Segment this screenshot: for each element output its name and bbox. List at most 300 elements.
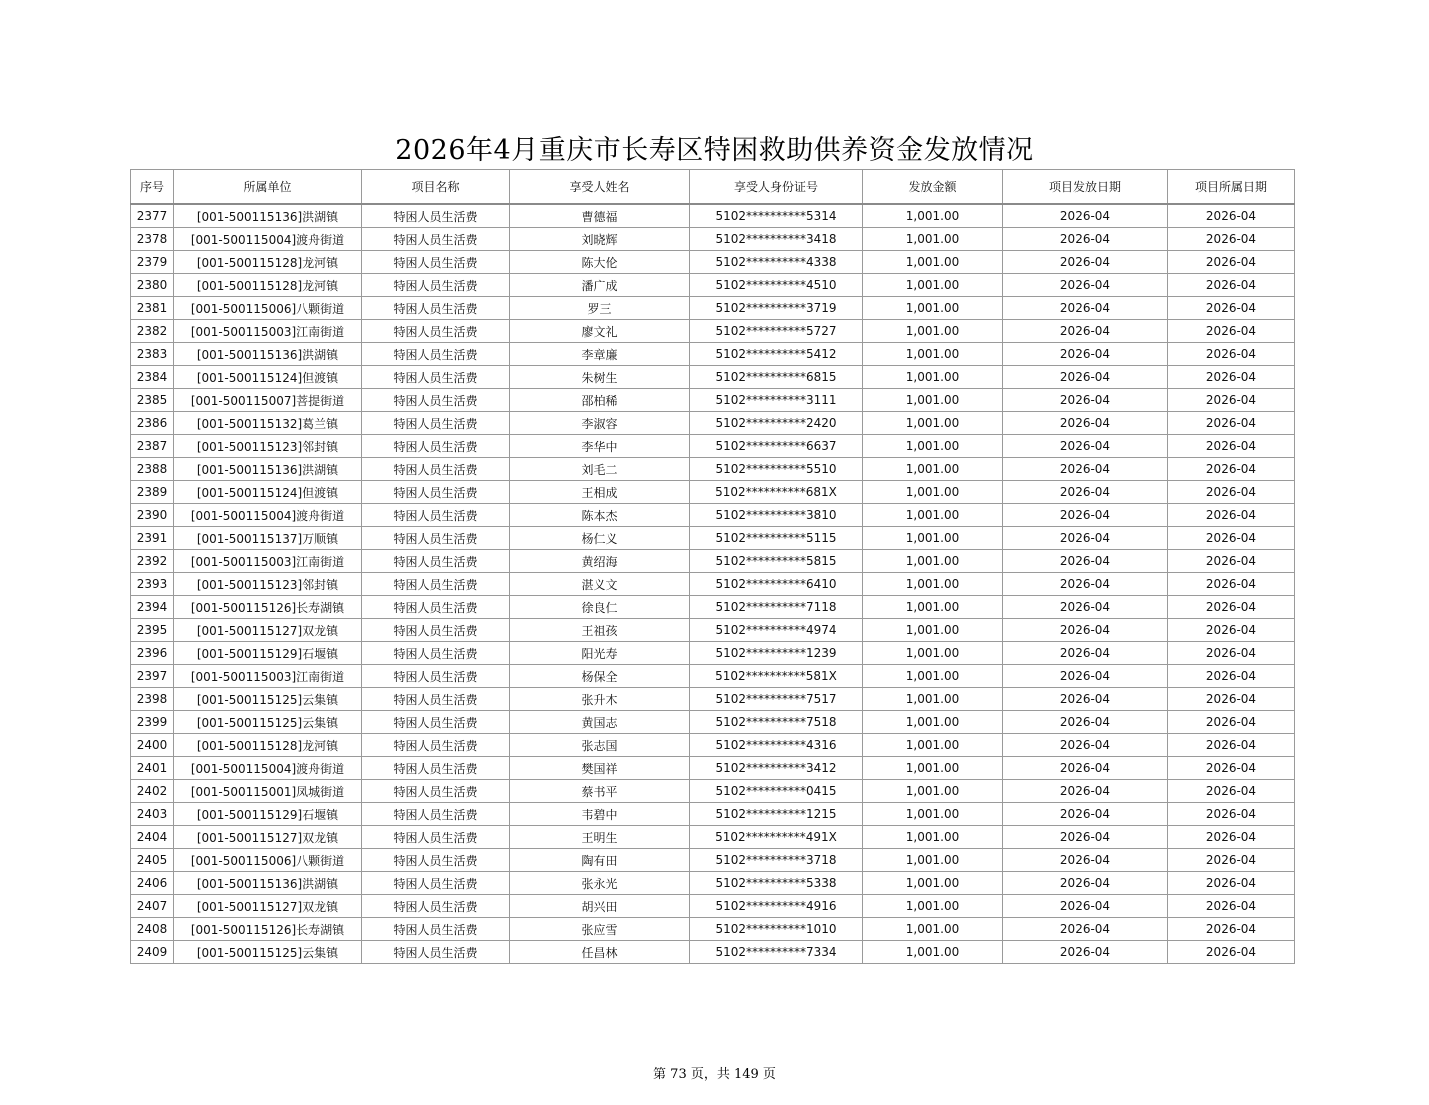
cell-index: 2380: [131, 274, 174, 297]
cell-id-number: 5102**********4974: [690, 619, 863, 642]
cell-amount: 1,001.00: [863, 734, 1003, 757]
cell-id-number: 5102**********5727: [690, 320, 863, 343]
cell-period: 2026-04: [1168, 619, 1295, 642]
table-row: [131, 872, 1295, 895]
cell-project: 特困人员生活费: [362, 228, 510, 251]
cell-period: 2026-04: [1168, 228, 1295, 251]
cell-amount: 1,001.00: [863, 550, 1003, 573]
cell-project: 特困人员生活费: [362, 412, 510, 435]
cell-issue-date: 2026-04: [1003, 573, 1168, 596]
cell-amount: 1,001.00: [863, 297, 1003, 320]
cell-issue-date: 2026-04: [1003, 872, 1168, 895]
cell-unit: [001-500115004]渡舟街道: [174, 504, 362, 527]
table-row: [131, 803, 1295, 826]
cell-id-number: 5102**********3719: [690, 297, 863, 320]
cell-amount: 1,001.00: [863, 918, 1003, 941]
cell-project: 特困人员生活费: [362, 665, 510, 688]
cell-amount: 1,001.00: [863, 527, 1003, 550]
cell-name: 湛义文: [510, 573, 690, 596]
cell-name: 胡兴田: [510, 895, 690, 918]
col-header-name: 享受人姓名: [510, 170, 690, 205]
cell-name: 黄国志: [510, 711, 690, 734]
cell-unit: [001-500115136]洪湖镇: [174, 872, 362, 895]
table-row: [131, 550, 1295, 573]
cell-name: 邵柏稀: [510, 389, 690, 412]
cell-index: 2403: [131, 803, 174, 826]
cell-id-number: 5102**********5815: [690, 550, 863, 573]
cell-index: 2400: [131, 734, 174, 757]
table-row: [131, 320, 1295, 343]
cell-unit: [001-500115006]八颗街道: [174, 849, 362, 872]
cell-id-number: 5102**********5338: [690, 872, 863, 895]
cell-name: 刘晓辉: [510, 228, 690, 251]
cell-issue-date: 2026-04: [1003, 803, 1168, 826]
cell-issue-date: 2026-04: [1003, 458, 1168, 481]
cell-id-number: 5102**********6815: [690, 366, 863, 389]
table-row: [131, 849, 1295, 872]
cell-index: 2389: [131, 481, 174, 504]
cell-period: 2026-04: [1168, 366, 1295, 389]
cell-amount: 1,001.00: [863, 366, 1003, 389]
cell-issue-date: 2026-04: [1003, 895, 1168, 918]
cell-name: 阳光寿: [510, 642, 690, 665]
cell-issue-date: 2026-04: [1003, 619, 1168, 642]
cell-issue-date: 2026-04: [1003, 918, 1168, 941]
cell-issue-date: 2026-04: [1003, 389, 1168, 412]
table-row: [131, 366, 1295, 389]
cell-project: 特困人员生活费: [362, 389, 510, 412]
cell-index: 2385: [131, 389, 174, 412]
cell-amount: 1,001.00: [863, 204, 1003, 228]
cell-period: 2026-04: [1168, 596, 1295, 619]
table-row: [131, 734, 1295, 757]
cell-index: 2402: [131, 780, 174, 803]
cell-name: 张永光: [510, 872, 690, 895]
cell-amount: 1,001.00: [863, 458, 1003, 481]
cell-amount: 1,001.00: [863, 320, 1003, 343]
cell-issue-date: 2026-04: [1003, 734, 1168, 757]
cell-project: 特困人员生活费: [362, 274, 510, 297]
cell-index: 2383: [131, 343, 174, 366]
cell-issue-date: 2026-04: [1003, 711, 1168, 734]
cell-index: 2384: [131, 366, 174, 389]
cell-unit: [001-500115132]葛兰镇: [174, 412, 362, 435]
cell-amount: 1,001.00: [863, 481, 1003, 504]
cell-issue-date: 2026-04: [1003, 251, 1168, 274]
cell-project: 特困人员生活费: [362, 297, 510, 320]
table-row: [131, 481, 1295, 504]
cell-period: 2026-04: [1168, 435, 1295, 458]
cell-period: 2026-04: [1168, 343, 1295, 366]
cell-amount: 1,001.00: [863, 343, 1003, 366]
data-table: [130, 169, 1295, 964]
cell-amount: 1,001.00: [863, 803, 1003, 826]
cell-project: 特困人员生活费: [362, 251, 510, 274]
cell-id-number: 5102**********4316: [690, 734, 863, 757]
cell-name: 陈本杰: [510, 504, 690, 527]
cell-period: 2026-04: [1168, 573, 1295, 596]
cell-unit: [001-500115124]但渡镇: [174, 481, 362, 504]
table-row: [131, 228, 1295, 251]
cell-issue-date: 2026-04: [1003, 596, 1168, 619]
cell-period: 2026-04: [1168, 320, 1295, 343]
cell-project: 特困人员生活费: [362, 481, 510, 504]
cell-index: 2382: [131, 320, 174, 343]
cell-issue-date: 2026-04: [1003, 204, 1168, 228]
cell-project: 特困人员生活费: [362, 711, 510, 734]
cell-unit: [001-500115137]万顺镇: [174, 527, 362, 550]
cell-id-number: 5102**********1010: [690, 918, 863, 941]
cell-project: 特困人员生活费: [362, 458, 510, 481]
cell-name: 朱树生: [510, 366, 690, 389]
cell-period: 2026-04: [1168, 941, 1295, 964]
cell-id-number: 5102**********2420: [690, 412, 863, 435]
cell-id-number: 5102**********581X: [690, 665, 863, 688]
cell-index: 2405: [131, 849, 174, 872]
cell-name: 陶有田: [510, 849, 690, 872]
table-row: [131, 412, 1295, 435]
cell-project: 特困人员生活费: [362, 504, 510, 527]
cell-project: 特困人员生活费: [362, 619, 510, 642]
cell-issue-date: 2026-04: [1003, 274, 1168, 297]
col-header-issue-date: 项目发放日期: [1003, 170, 1168, 205]
cell-period: 2026-04: [1168, 504, 1295, 527]
cell-unit: [001-500115128]龙河镇: [174, 251, 362, 274]
cell-unit: [001-500115004]渡舟街道: [174, 757, 362, 780]
col-header-period: 项目所属日期: [1168, 170, 1295, 205]
cell-unit: [001-500115129]石堰镇: [174, 803, 362, 826]
cell-amount: 1,001.00: [863, 757, 1003, 780]
cell-index: 2388: [131, 458, 174, 481]
cell-amount: 1,001.00: [863, 872, 1003, 895]
cell-project: 特困人员生活费: [362, 872, 510, 895]
cell-name: 樊国祥: [510, 757, 690, 780]
table-row: [131, 343, 1295, 366]
cell-amount: 1,001.00: [863, 596, 1003, 619]
cell-issue-date: 2026-04: [1003, 412, 1168, 435]
cell-project: 特困人员生活费: [362, 849, 510, 872]
cell-index: 2377: [131, 204, 174, 228]
cell-unit: [001-500115004]渡舟街道: [174, 228, 362, 251]
cell-period: 2026-04: [1168, 826, 1295, 849]
cell-period: 2026-04: [1168, 780, 1295, 803]
cell-amount: 1,001.00: [863, 665, 1003, 688]
col-header-id-number: 享受人身份证号: [690, 170, 863, 205]
cell-unit: [001-500115127]双龙镇: [174, 619, 362, 642]
cell-id-number: 5102**********6637: [690, 435, 863, 458]
cell-unit: [001-500115125]云集镇: [174, 941, 362, 964]
cell-name: 杨仁义: [510, 527, 690, 550]
cell-period: 2026-04: [1168, 274, 1295, 297]
cell-index: 2409: [131, 941, 174, 964]
cell-id-number: 5102**********3418: [690, 228, 863, 251]
cell-index: 2394: [131, 596, 174, 619]
cell-project: 特困人员生活费: [362, 780, 510, 803]
cell-project: 特困人员生活费: [362, 550, 510, 573]
cell-name: 罗三: [510, 297, 690, 320]
cell-unit: [001-500115003]江南街道: [174, 665, 362, 688]
table-row: [131, 274, 1295, 297]
cell-unit: [001-500115127]双龙镇: [174, 826, 362, 849]
cell-index: 2408: [131, 918, 174, 941]
table-row: [131, 918, 1295, 941]
cell-unit: [001-500115136]洪湖镇: [174, 343, 362, 366]
cell-index: 2378: [131, 228, 174, 251]
table-row: [131, 780, 1295, 803]
cell-period: 2026-04: [1168, 665, 1295, 688]
cell-unit: [001-500115127]双龙镇: [174, 895, 362, 918]
cell-amount: 1,001.00: [863, 619, 1003, 642]
cell-name: 潘广成: [510, 274, 690, 297]
cell-amount: 1,001.00: [863, 780, 1003, 803]
cell-project: 特困人员生活费: [362, 596, 510, 619]
cell-id-number: 5102**********5412: [690, 343, 863, 366]
cell-project: 特困人员生活费: [362, 757, 510, 780]
cell-project: 特困人员生活费: [362, 734, 510, 757]
cell-project: 特困人员生活费: [362, 435, 510, 458]
col-header-unit: 所属单位: [174, 170, 362, 205]
cell-period: 2026-04: [1168, 389, 1295, 412]
cell-unit: [001-500115124]但渡镇: [174, 366, 362, 389]
cell-unit: [001-500115126]长寿湖镇: [174, 596, 362, 619]
cell-id-number: 5102**********4916: [690, 895, 863, 918]
cell-name: 杨保全: [510, 665, 690, 688]
cell-id-number: 5102**********1239: [690, 642, 863, 665]
cell-name: 李华中: [510, 435, 690, 458]
cell-id-number: 5102**********3111: [690, 389, 863, 412]
cell-name: 陈大伦: [510, 251, 690, 274]
cell-id-number: 5102**********491X: [690, 826, 863, 849]
cell-issue-date: 2026-04: [1003, 527, 1168, 550]
cell-amount: 1,001.00: [863, 642, 1003, 665]
cell-name: 徐良仁: [510, 596, 690, 619]
cell-index: 2404: [131, 826, 174, 849]
cell-name: 李章廉: [510, 343, 690, 366]
table-body: [131, 204, 1295, 964]
cell-issue-date: 2026-04: [1003, 826, 1168, 849]
cell-name: 廖文礼: [510, 320, 690, 343]
cell-unit: [001-500115128]龙河镇: [174, 734, 362, 757]
cell-issue-date: 2026-04: [1003, 504, 1168, 527]
cell-period: 2026-04: [1168, 849, 1295, 872]
cell-period: 2026-04: [1168, 251, 1295, 274]
cell-amount: 1,001.00: [863, 412, 1003, 435]
cell-issue-date: 2026-04: [1003, 757, 1168, 780]
cell-project: 特困人员生活费: [362, 895, 510, 918]
cell-index: 2401: [131, 757, 174, 780]
table-row: [131, 665, 1295, 688]
table-row: [131, 688, 1295, 711]
cell-id-number: 5102**********6410: [690, 573, 863, 596]
cell-period: 2026-04: [1168, 550, 1295, 573]
cell-project: 特困人员生活费: [362, 573, 510, 596]
table-row: [131, 527, 1295, 550]
cell-name: 张志国: [510, 734, 690, 757]
page-footer: 第 73 页，共 149 页: [653, 1067, 776, 1082]
cell-id-number: 5102**********3810: [690, 504, 863, 527]
cell-unit: [001-500115003]江南街道: [174, 320, 362, 343]
cell-unit: [001-500115001]凤城街道: [174, 780, 362, 803]
cell-period: 2026-04: [1168, 481, 1295, 504]
cell-name: 刘毛二: [510, 458, 690, 481]
cell-project: 特困人员生活费: [362, 366, 510, 389]
cell-id-number: 5102**********5510: [690, 458, 863, 481]
cell-period: 2026-04: [1168, 688, 1295, 711]
cell-amount: 1,001.00: [863, 389, 1003, 412]
cell-period: 2026-04: [1168, 734, 1295, 757]
cell-index: 2386: [131, 412, 174, 435]
cell-issue-date: 2026-04: [1003, 941, 1168, 964]
table-row: [131, 204, 1295, 228]
cell-period: 2026-04: [1168, 412, 1295, 435]
cell-name: 张应雪: [510, 918, 690, 941]
table-row: [131, 711, 1295, 734]
cell-index: 2387: [131, 435, 174, 458]
cell-id-number: 5102**********4510: [690, 274, 863, 297]
cell-name: 黄绍海: [510, 550, 690, 573]
cell-id-number: 5102**********7334: [690, 941, 863, 964]
cell-index: 2398: [131, 688, 174, 711]
cell-amount: 1,001.00: [863, 688, 1003, 711]
cell-amount: 1,001.00: [863, 435, 1003, 458]
table-row: [131, 757, 1295, 780]
cell-issue-date: 2026-04: [1003, 550, 1168, 573]
cell-unit: [001-500115136]洪湖镇: [174, 458, 362, 481]
cell-unit: [001-500115125]云集镇: [174, 688, 362, 711]
cell-amount: 1,001.00: [863, 274, 1003, 297]
cell-name: 韦碧中: [510, 803, 690, 826]
table-row: [131, 826, 1295, 849]
cell-id-number: 5102**********4338: [690, 251, 863, 274]
cell-index: 2396: [131, 642, 174, 665]
cell-unit: [001-500115125]云集镇: [174, 711, 362, 734]
cell-index: 2407: [131, 895, 174, 918]
cell-id-number: 5102**********7517: [690, 688, 863, 711]
cell-index: 2391: [131, 527, 174, 550]
cell-name: 张升木: [510, 688, 690, 711]
cell-issue-date: 2026-04: [1003, 343, 1168, 366]
cell-unit: [001-500115129]石堰镇: [174, 642, 362, 665]
cell-issue-date: 2026-04: [1003, 435, 1168, 458]
cell-name: 李淑容: [510, 412, 690, 435]
table-header-row: [131, 170, 1295, 205]
cell-amount: 1,001.00: [863, 941, 1003, 964]
cell-issue-date: 2026-04: [1003, 688, 1168, 711]
cell-index: 2390: [131, 504, 174, 527]
cell-index: 2406: [131, 872, 174, 895]
cell-project: 特困人员生活费: [362, 527, 510, 550]
page-title: 2026年4月重庆市长寿区特困救助供养资金发放情况: [395, 135, 1034, 166]
cell-unit: [001-500115007]菩提街道: [174, 389, 362, 412]
cell-project: 特困人员生活费: [362, 826, 510, 849]
cell-name: 王明生: [510, 826, 690, 849]
cell-issue-date: 2026-04: [1003, 228, 1168, 251]
cell-unit: [001-500115126]长寿湖镇: [174, 918, 362, 941]
cell-id-number: 5102**********1215: [690, 803, 863, 826]
cell-project: 特困人员生活费: [362, 918, 510, 941]
cell-id-number: 5102**********0415: [690, 780, 863, 803]
cell-amount: 1,001.00: [863, 504, 1003, 527]
table-row: [131, 297, 1295, 320]
cell-amount: 1,001.00: [863, 849, 1003, 872]
cell-project: 特困人员生活费: [362, 204, 510, 228]
table-row: [131, 251, 1295, 274]
cell-index: 2397: [131, 665, 174, 688]
cell-name: 任昌林: [510, 941, 690, 964]
table-row: [131, 435, 1295, 458]
cell-project: 特困人员生活费: [362, 642, 510, 665]
cell-amount: 1,001.00: [863, 895, 1003, 918]
cell-period: 2026-04: [1168, 872, 1295, 895]
cell-name: 曹德福: [510, 204, 690, 228]
cell-unit: [001-500115128]龙河镇: [174, 274, 362, 297]
col-header-project: 项目名称: [362, 170, 510, 205]
cell-index: 2399: [131, 711, 174, 734]
table-row: [131, 642, 1295, 665]
cell-project: 特困人员生活费: [362, 803, 510, 826]
cell-name: 王相成: [510, 481, 690, 504]
cell-period: 2026-04: [1168, 297, 1295, 320]
cell-unit: [001-500115123]邻封镇: [174, 573, 362, 596]
cell-period: 2026-04: [1168, 458, 1295, 481]
cell-amount: 1,001.00: [863, 251, 1003, 274]
cell-project: 特困人员生活费: [362, 320, 510, 343]
cell-amount: 1,001.00: [863, 573, 1003, 596]
cell-amount: 1,001.00: [863, 711, 1003, 734]
cell-period: 2026-04: [1168, 642, 1295, 665]
table-row: [131, 504, 1295, 527]
col-header-amount: 发放金额: [863, 170, 1003, 205]
cell-project: 特困人员生活费: [362, 941, 510, 964]
cell-id-number: 5102**********3412: [690, 757, 863, 780]
cell-project: 特困人员生活费: [362, 688, 510, 711]
cell-id-number: 5102**********7118: [690, 596, 863, 619]
cell-index: 2381: [131, 297, 174, 320]
table-row: [131, 458, 1295, 481]
cell-amount: 1,001.00: [863, 826, 1003, 849]
cell-amount: 1,001.00: [863, 228, 1003, 251]
cell-unit: [001-500115003]江南街道: [174, 550, 362, 573]
cell-issue-date: 2026-04: [1003, 481, 1168, 504]
table-row: [131, 389, 1295, 412]
cell-unit: [001-500115006]八颗街道: [174, 297, 362, 320]
cell-id-number: 5102**********681X: [690, 481, 863, 504]
table-row: [131, 941, 1295, 964]
cell-issue-date: 2026-04: [1003, 642, 1168, 665]
cell-issue-date: 2026-04: [1003, 665, 1168, 688]
cell-period: 2026-04: [1168, 918, 1295, 941]
cell-name: 蔡书平: [510, 780, 690, 803]
cell-index: 2395: [131, 619, 174, 642]
cell-unit: [001-500115123]邻封镇: [174, 435, 362, 458]
cell-issue-date: 2026-04: [1003, 849, 1168, 872]
cell-id-number: 5102**********3718: [690, 849, 863, 872]
cell-period: 2026-04: [1168, 757, 1295, 780]
cell-id-number: 5102**********5115: [690, 527, 863, 550]
cell-id-number: 5102**********7518: [690, 711, 863, 734]
cell-issue-date: 2026-04: [1003, 320, 1168, 343]
cell-unit: [001-500115136]洪湖镇: [174, 204, 362, 228]
cell-period: 2026-04: [1168, 803, 1295, 826]
table-row: [131, 895, 1295, 918]
cell-period: 2026-04: [1168, 895, 1295, 918]
cell-name: 王祖孩: [510, 619, 690, 642]
cell-index: 2392: [131, 550, 174, 573]
cell-period: 2026-04: [1168, 711, 1295, 734]
cell-period: 2026-04: [1168, 204, 1295, 228]
col-header-index: 序号: [131, 170, 174, 205]
table-row: [131, 596, 1295, 619]
